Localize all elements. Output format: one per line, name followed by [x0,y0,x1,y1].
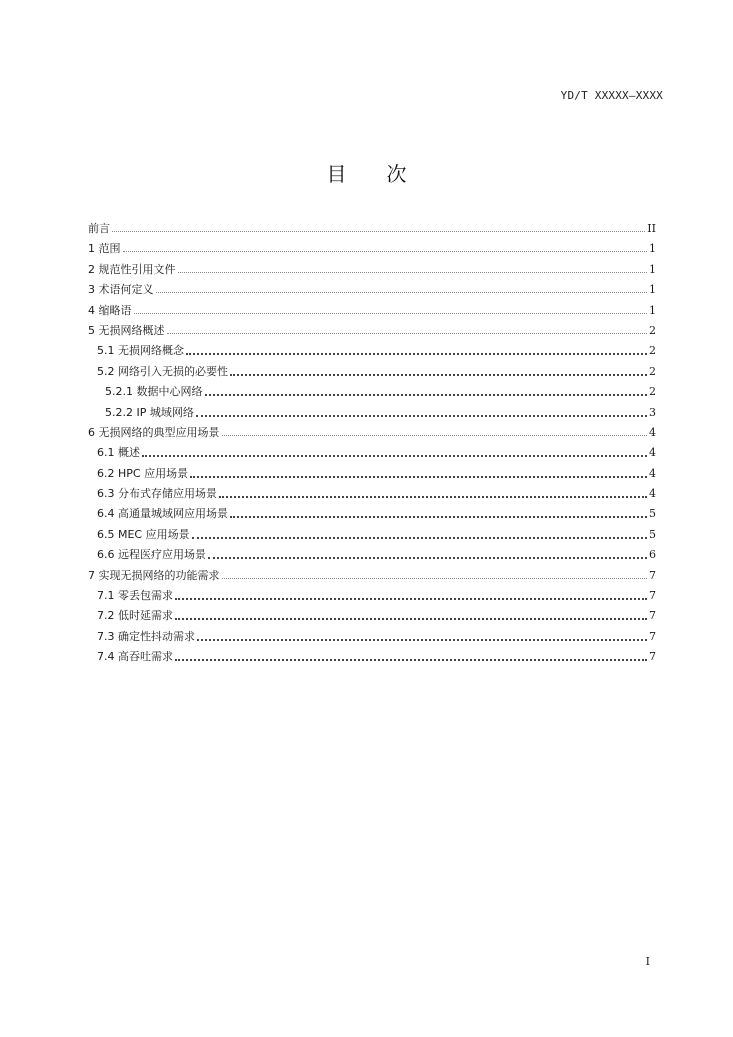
toc-entry-high-throughput[interactable] [88,650,656,663]
toc-entry-scope[interactable] [88,242,656,255]
toc-leader [230,516,647,518]
toc-leader [197,639,647,641]
toc-page-number: 1 [649,303,656,317]
toc-leader [178,272,648,273]
toc-entry-text: 5.2.2 IP 城域网络 [105,405,194,419]
toc-entry-terms-definitions[interactable] [88,283,656,296]
toc-entry-text: 6.3 分布式存储应用场景 [97,487,217,501]
toc-page-number: 3 [649,405,656,419]
toc-page-number: 4 [649,446,656,460]
toc-page-number: 7 [649,589,656,603]
toc-page-number: 1 [649,262,656,276]
toc-leader [167,333,648,334]
toc-title-char-1: 目 [326,162,347,186]
toc-entry-lossless-overview[interactable] [88,324,656,337]
toc-page-number: 4 [649,487,656,501]
table-of-contents [88,222,656,671]
toc-entry-text: 6.4 高通量城域网应用场景 [97,507,228,521]
toc-entry-zero-packet-loss[interactable] [88,589,656,602]
toc-page-number: II [647,222,656,235]
toc-page-number: 5 [649,527,656,541]
toc-entry-telemedicine-scenario[interactable] [88,548,656,561]
toc-entry-text: 5 无损网络概述 [88,323,165,337]
toc-page-number: 2 [649,323,656,337]
toc-page-number: 2 [649,385,656,399]
toc-entry-text: 6.5 MEC 应用场景 [97,527,190,541]
toc-entry-text: 1 范围 [88,242,121,256]
toc-entry-text: 7.4 高吞吐需求 [97,650,173,664]
toc-entry-lossless-necessity[interactable] [88,365,656,378]
toc-leader [186,353,647,355]
toc-leader [156,292,648,293]
toc-entry-distributed-storage-scenario[interactable] [88,487,656,500]
toc-leader [192,537,647,539]
toc-entry-text: 6 无损网络的典型应用场景 [88,425,220,439]
toc-entry-text: 6.2 HPC 应用场景 [97,466,189,480]
toc-page-number: 7 [649,650,656,664]
toc-leader [219,496,647,498]
toc-entry-text: 5.2 网络引入无损的必要性 [97,364,228,378]
toc-entry-abbreviations[interactable] [88,304,656,317]
toc-entry-hpc-scenario[interactable] [88,467,656,480]
toc-entry-scenarios-overview[interactable] [88,446,656,459]
toc-entry-text: 2 规范性引用文件 [88,262,176,276]
toc-leader [175,618,647,620]
toc-page-number: 2 [649,364,656,378]
toc-page-number: 6 [649,548,656,562]
footer-page-number: I [645,955,650,968]
toc-page-number: 4 [649,425,656,439]
toc-leader [208,557,647,559]
toc-entry-ip-metro-network[interactable] [88,406,656,419]
toc-entry-low-latency[interactable] [88,609,656,622]
toc-entry-text: 7.1 零丢包需求 [97,589,173,603]
toc-leader [190,476,647,478]
toc-page-number: 1 [649,283,656,297]
toc-leader [123,251,648,252]
toc-title-char-2: 次 [386,162,407,186]
toc-leader [222,578,648,579]
toc-entry-high-throughput-metro-scenario[interactable] [88,507,656,520]
toc-page-number: 7 [649,609,656,623]
toc-leader [196,415,647,417]
toc-entry-deterministic-jitter[interactable] [88,630,656,643]
toc-page-number: 5 [649,507,656,521]
toc-entry-text: 7.2 低时延需求 [97,609,173,623]
toc-entry-lossless-concept[interactable] [88,344,656,357]
toc-leader [222,435,648,436]
toc-entry-text: 前言 [88,222,110,235]
toc-page-number: 2 [649,344,656,358]
toc-entry-datacenter-network[interactable] [88,385,656,398]
toc-entry-text: 5.2.1 数据中心网络 [105,385,203,399]
toc-leader [142,455,647,457]
toc-leader [175,659,647,661]
toc-entry-functional-requirements[interactable] [88,569,656,582]
toc-page-number: 4 [649,466,656,480]
toc-leader [205,394,648,396]
toc-page-number: 1 [649,242,656,256]
toc-entry-text: 4 缩略语 [88,303,132,317]
toc-entry-mec-scenario[interactable] [88,528,656,541]
toc-entry-text: 7 实现无损网络的功能需求 [88,568,220,582]
toc-entry-text: 6.1 概述 [97,446,140,460]
toc-entry-text: 3 术语何定义 [88,283,154,297]
toc-leader [175,598,647,600]
toc-entry-typical-scenarios[interactable] [88,426,656,439]
toc-leader [134,313,648,314]
toc-page-number: 7 [649,568,656,582]
toc-entry-text: 6.6 远程医疗应用场景 [97,548,206,562]
toc-entry-normative-references[interactable] [88,263,656,276]
toc-entry-text: 5.1 无损网络概念 [97,344,184,358]
toc-leader [230,374,647,376]
toc-page-number: 7 [649,629,656,643]
toc-entry-foreword[interactable] [88,222,656,235]
toc-title [0,158,733,187]
toc-entry-text: 7.3 确定性抖动需求 [97,629,195,643]
document-code: YD/T XXXXX—XXXX [560,89,663,102]
toc-leader [112,231,645,232]
